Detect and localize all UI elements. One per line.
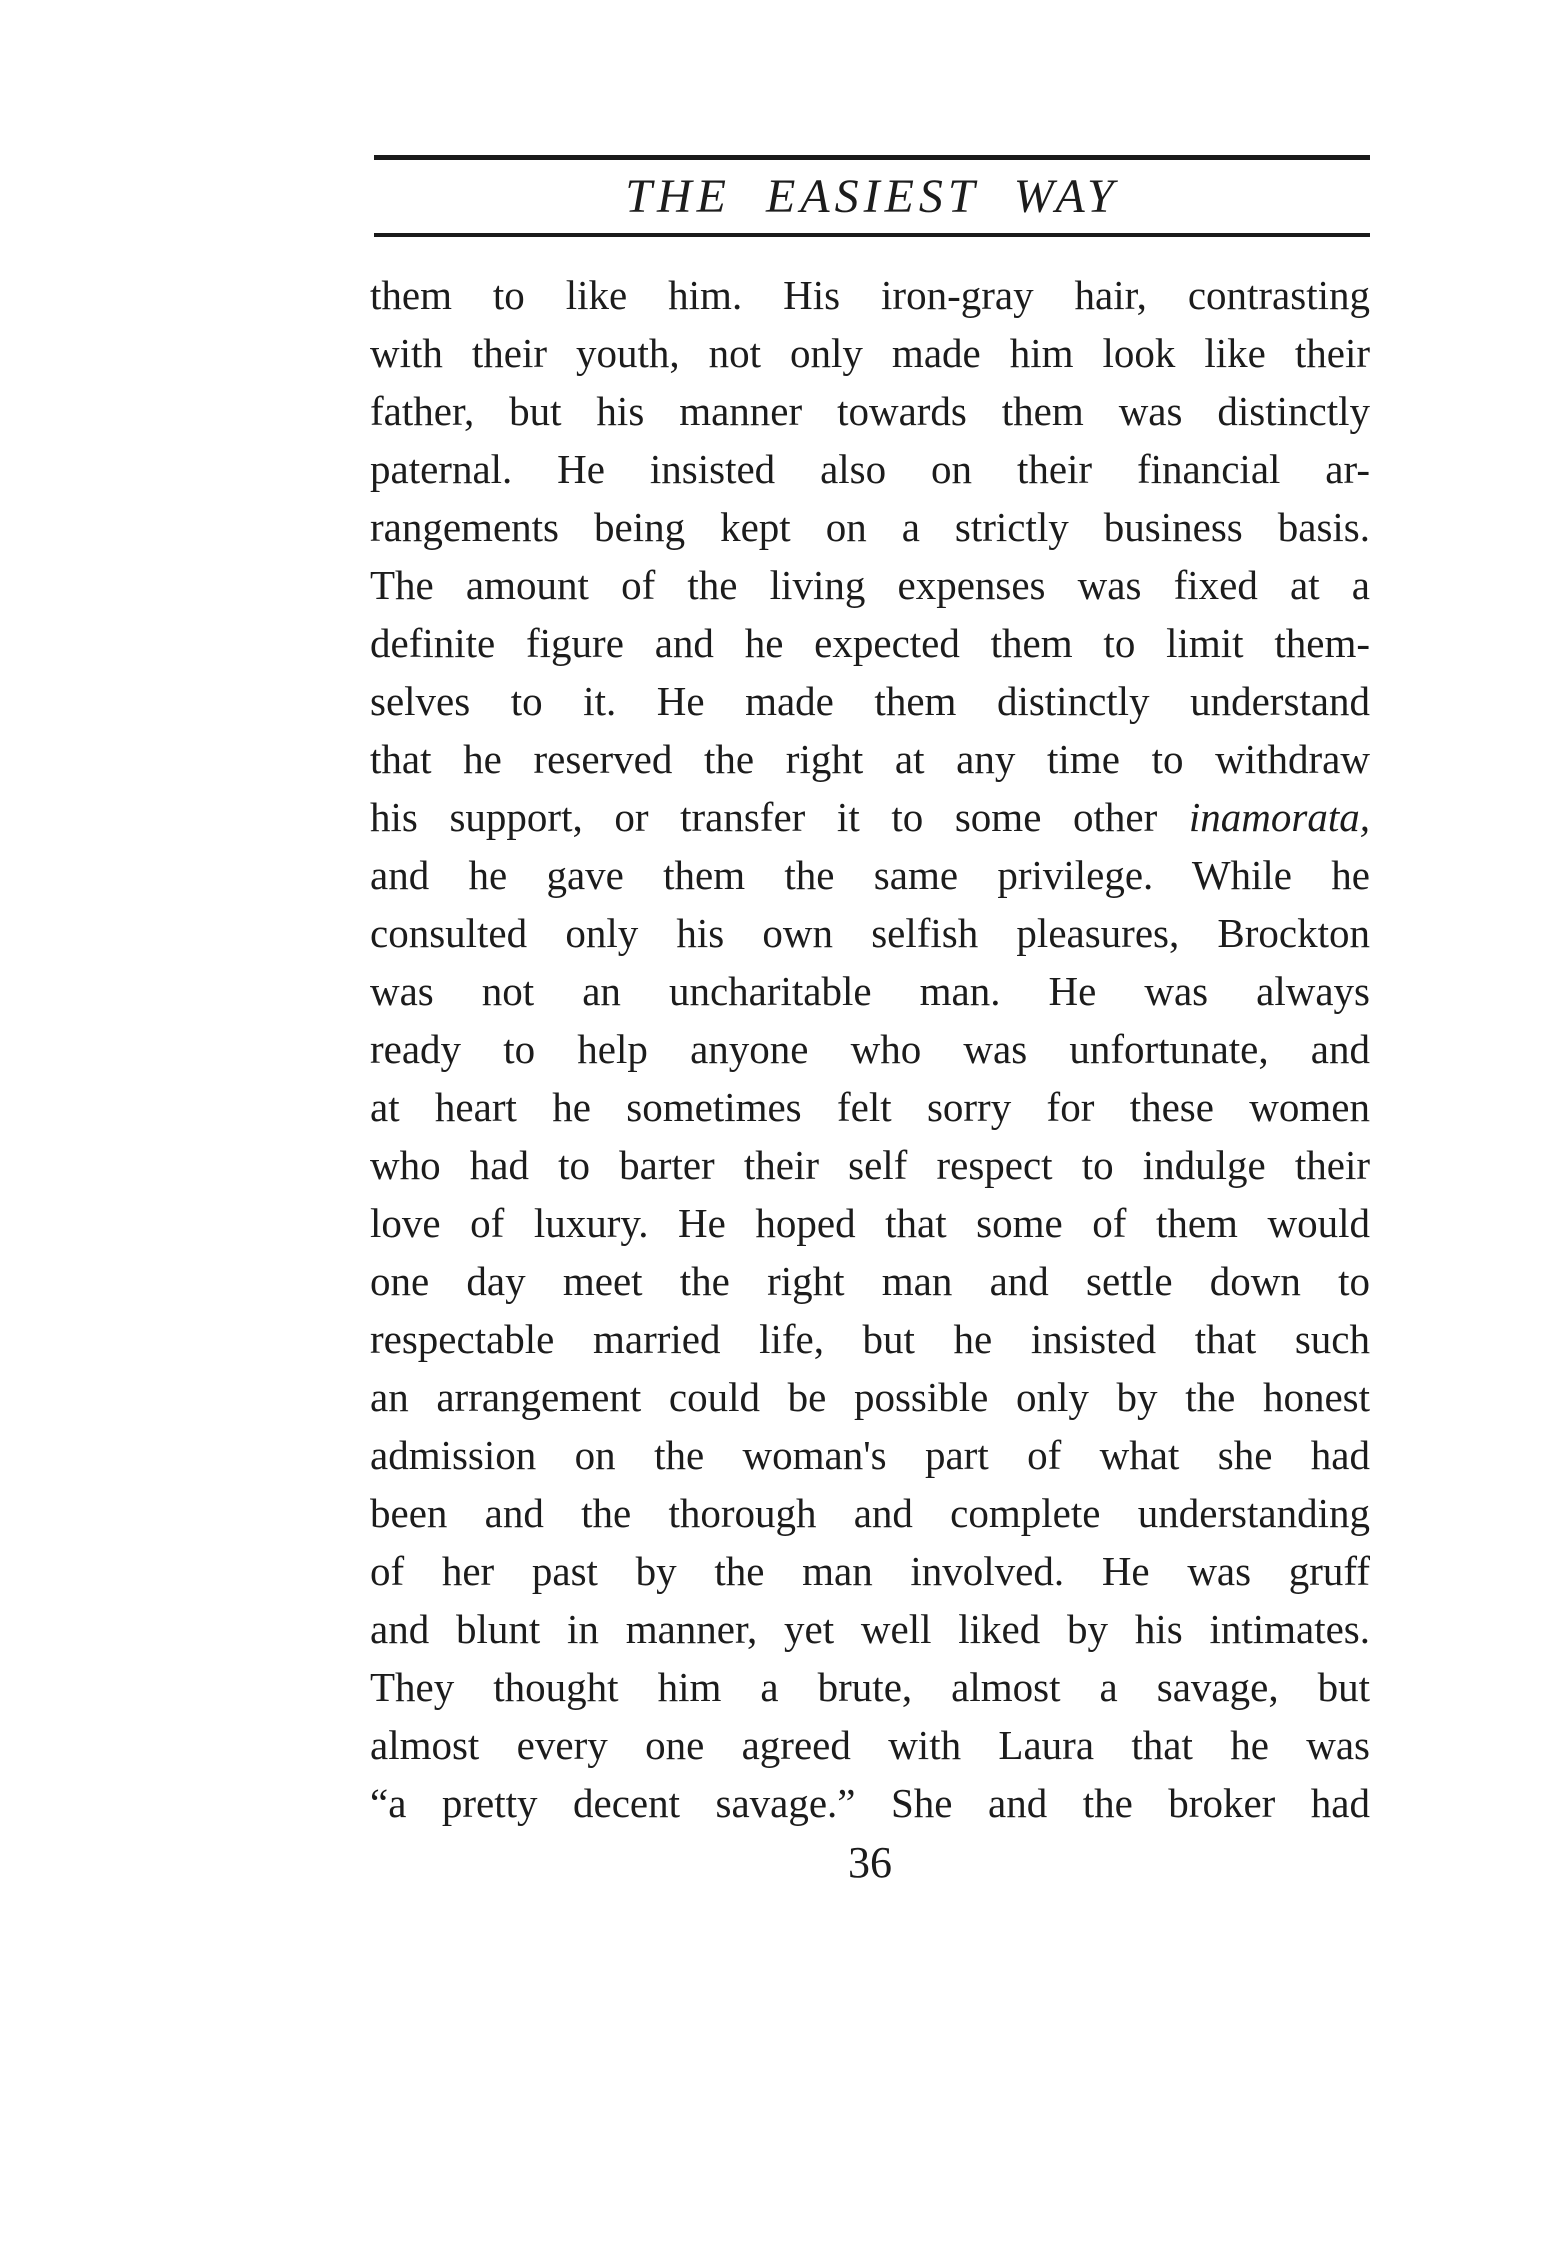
- text-line: that he reserved the right at any time to withdraw: [370, 736, 1370, 782]
- text-line: almost every one agreed with Laura that he was: [370, 1722, 1370, 1768]
- text-line: who had to barter their self respect to indulge their: [370, 1142, 1370, 1188]
- text-line: admission on the woman's part of what she had: [370, 1432, 1370, 1478]
- header-rule-bottom: [374, 233, 1370, 237]
- text-line: father, but his manner towards them was distinctly: [370, 388, 1370, 434]
- page-number: 36: [848, 1838, 892, 1887]
- body-text: [370, 266, 1370, 1832]
- text-line: one day meet the right man and settle down to: [370, 1258, 1370, 1304]
- text-line-with-italic: [370, 788, 1370, 846]
- text-line: of her past by the man involved. He was gruff: [370, 1548, 1370, 1594]
- text-line: consulted only his own selfish pleasures, Brockton: [370, 910, 1370, 956]
- text-line: “a pretty decent savage.” She and the broker had: [370, 1780, 1370, 1826]
- text-line: definite figure and he expected them to limit them-: [370, 620, 1370, 666]
- italic-word: inamorata,: [1188, 794, 1370, 840]
- text-line: with their youth, not only made him look like their: [370, 330, 1370, 376]
- text-line: ready to help anyone who was unfortunate, and: [370, 1026, 1370, 1072]
- text-line: at heart he sometimes felt sorry for these women: [370, 1084, 1370, 1130]
- text-line: and blunt in manner, yet well liked by his intimates.: [370, 1606, 1370, 1652]
- text-line: rangements being kept on a strictly business basis.: [370, 504, 1370, 550]
- header-rule-top: [374, 155, 1370, 160]
- text-line: respectable married life, but he insisted that such: [370, 1316, 1370, 1362]
- text-line: paternal. He insisted also on their financial ar-: [370, 446, 1370, 492]
- text-line: an arrangement could be possible only by the honest: [370, 1374, 1370, 1420]
- text-line: and he gave them the same privilege. While he: [370, 852, 1370, 898]
- text-line: love of luxury. He hoped that some of them would: [370, 1200, 1370, 1246]
- text-line-part: his support, or transfer it to some other: [370, 794, 1158, 840]
- text-line: selves to it. He made them distinctly understand: [370, 678, 1370, 724]
- text-line: The amount of the living expenses was fixed at a: [370, 562, 1370, 608]
- text-line: them to like him. His iron-gray hair, contrasting: [370, 272, 1370, 318]
- text-line: They thought him a brute, almost a savage, but: [370, 1664, 1370, 1710]
- text-line: was not an uncharitable man. He was always: [370, 968, 1370, 1014]
- text-line: been and the thorough and complete understanding: [370, 1490, 1370, 1536]
- running-head: THE EASIEST WAY: [625, 170, 1119, 223]
